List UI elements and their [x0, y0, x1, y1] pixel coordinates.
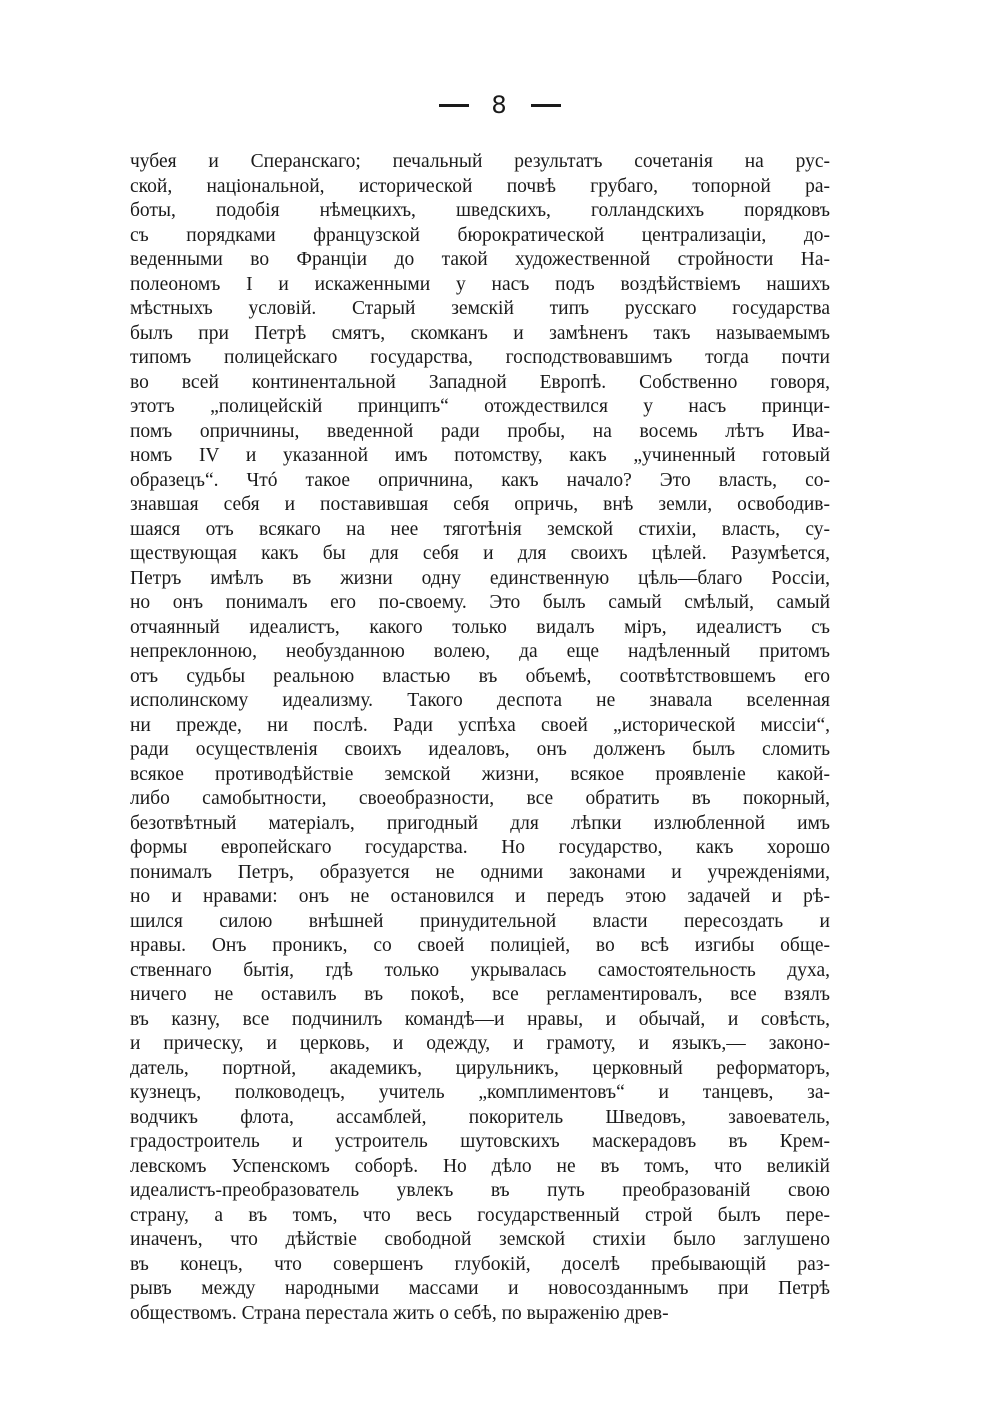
text-line: номъ IV и указанной имъ потомству, какъ „учиненный готовый: [130, 445, 830, 466]
text-line: ни прежде, ни послѣ. Ради успѣха своей „исторической миссіи“,: [130, 714, 830, 736]
text-line: ственнаго бытія, гдѣ только укрывалась самостоятельность духа,: [130, 959, 830, 981]
text-line: рывъ между народными массами и новосозданнымъ при Петрѣ: [130, 1278, 830, 1299]
text-line: мѣстныхъ условій. Старый земскій типъ русскаго государства: [130, 298, 830, 319]
text-line: въ казну, все подчинилъ командѣ—и нравы, и обычай, и совѣсть,: [130, 1008, 830, 1030]
text-line: либо самобытности, своеобразности, все обратить въ покорный,: [130, 788, 830, 809]
text-line: ради осуществленія своихъ идеаловъ, онъ долженъ былъ сломить: [130, 739, 830, 760]
text-line: но онъ понималъ его по-своему. Это былъ самый смѣлый, самый: [130, 592, 830, 613]
text-line: кузнецъ, полководецъ, учитель „комплиментовъ“ и танцевъ, за-: [130, 1082, 830, 1103]
text-line: знавшая себя и поставившая себя опричь, внѣ земли, освободив-: [130, 494, 830, 515]
text-line: и прическу, и церковь, и одежду, и грамоту, и языкъ,— законо-: [130, 1033, 830, 1054]
text-line: полеономъ I и искаженными у насъ подъ воздѣйствіемъ нашихъ: [130, 273, 830, 295]
text-line: градостроитель и устроитель шутовскихъ маскерадовъ въ Крем-: [130, 1131, 830, 1152]
text-line: непреклонною, необузданною волею, да еще надѣленный притомъ: [130, 641, 830, 662]
text-line: формы европейскаго государства. Но государство, какъ хорошо: [130, 837, 830, 858]
text-line: идеалистъ-преобразователь увлекъ въ путь преобразованій свою: [130, 1180, 830, 1201]
text-line: страну, а въ томъ, что весь государственный строй былъ пере-: [130, 1204, 830, 1226]
text-line: былъ при Петрѣ смятъ, скомканъ и замѣненъ такъ называемымъ: [130, 322, 830, 344]
text-line: обществомъ. Страна перестала жить о себѣ, по выраженію древ-: [130, 1302, 669, 1324]
page-number: 8: [491, 91, 509, 120]
text-line: всякое противодѣйствіе земской жизни, всякое проявленіе какой-: [130, 763, 830, 785]
text-line: понималъ Петръ, образуется не одними законами и учрежденіями,: [130, 861, 830, 883]
text-line: чубея и Сперанскаго; печальный результатъ сочетанія на рус-: [130, 151, 830, 172]
text-line: безотвѣтный матеріалъ, пригодный для лѣпки излюбленной имъ: [130, 812, 830, 834]
text-line: исполинскому идеализму. Такого деспота не знавала вселенная: [130, 690, 830, 711]
left-dash: [439, 104, 469, 107]
text-line: но и нравами: онъ не остановился и передъ этою задачей и рѣ-: [130, 886, 830, 907]
body-text: [130, 150, 830, 1326]
text-line: типомъ полицейскаго государства, господствовавшимъ тогда почти: [130, 347, 830, 368]
text-line: этотъ „полицейскій принципъ“ отождествился у насъ принци-: [130, 396, 830, 417]
text-line: ской, національной, исторической почвѣ грубаго, топорной ра-: [130, 175, 830, 197]
text-line: датель, портной, академикъ, цирульникъ, церковный реформаторъ,: [130, 1057, 830, 1079]
text-line: Петръ имѣлъ въ жизни одну единственную цѣль—благо Россіи,: [130, 567, 830, 589]
text-line: веденными во Франціи до такой художественной стройности На-: [130, 249, 830, 270]
text-line: нравы. Онъ проникъ, со своей полиціей, во всѣ изгибы обще-: [130, 935, 830, 956]
text-line: шаяся отъ всякаго на нее тяготѣнія земской стихіи, власть, су-: [130, 518, 830, 540]
text-line: образецъ“. Чтó такое опричнина, какъ начало? Это власть, со-: [130, 469, 830, 491]
text-line: съ порядками французской бюрократической централизаціи, до-: [130, 224, 830, 246]
text-line: шился силою внѣшней принудительной власти пересоздать и: [130, 910, 830, 932]
text-line: боты, подобія нѣмецкихъ, шведскихъ, голландскихъ порядковъ: [130, 200, 830, 221]
text-line: отъ судьбы реальною властью въ объемѣ, соотвѣтствовшемъ его: [130, 665, 830, 687]
text-line: отчаянный идеалистъ, какого только видалъ міръ, идеалистъ съ: [130, 616, 830, 638]
text-line: ществующая какъ бы для себя и для своихъ цѣлей. Разумѣется,: [130, 543, 830, 564]
text-line: въ конецъ, что совершенъ глубокій, доселѣ пребывающій раз-: [130, 1253, 830, 1275]
text-line: иначенъ, что дѣйствіе свободной земской стихіи было заглушено: [130, 1229, 830, 1250]
text-line: помъ опричнины, введенной ради пробы, на восемь лѣтъ Ива-: [130, 420, 830, 442]
page-number-header: [0, 88, 1000, 119]
right-dash: [531, 104, 561, 107]
text-line: левскомъ Успенскомъ соборѣ. Но дѣло не въ томъ, что великій: [130, 1155, 830, 1177]
text-line: во всей континентальной Западной Европѣ. Собственно говоря,: [130, 371, 830, 393]
text-line: водчикъ флота, ассамблей, покоритель Шведовъ, завоеватель,: [130, 1106, 830, 1128]
text-line: ничего не оставилъ въ покоѣ, все регламентировалъ, все взялъ: [130, 984, 830, 1005]
